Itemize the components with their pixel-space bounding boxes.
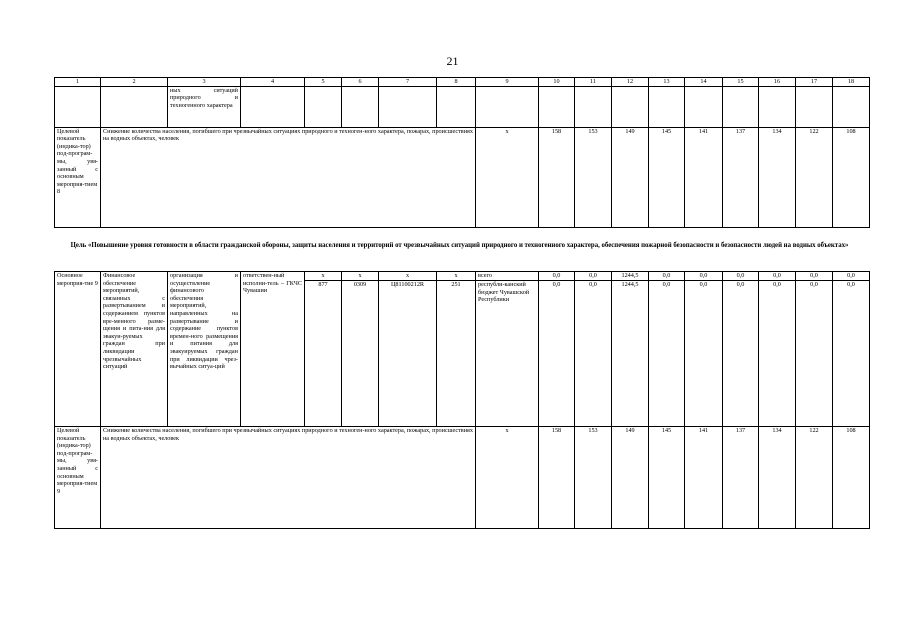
indicator-value: 158 <box>539 427 575 529</box>
indicator-value: 145 <box>649 427 685 529</box>
funding-value: 0,0 <box>833 281 870 427</box>
indicator-value: 141 <box>685 427 723 529</box>
indicator-unit: х <box>476 427 539 529</box>
indicator-description: Снижение количества населения, погибшего при чрезвычайных ситуациях природного и техноген-ного характера, пожарах, происшествиях на водных объектах, человек <box>101 427 476 529</box>
indicator-label: Целевой показатель (индика-тор) под-програм-мы, увя-занный с основным мероприя-тием 9 <box>55 427 101 529</box>
carryover-row <box>55 86 870 127</box>
budget-code: х <box>342 272 379 281</box>
measure-description: организация и осуществление финансового обеспечения мероприятий, направленных на развертывание и содержание пунктов времен-ного размещения и питания для эвакуируемых граждан при ликвидации чрез-вычайных ситуа-ций <box>168 272 241 427</box>
indicator-value: 122 <box>796 127 833 227</box>
indicator-label: Целевой показатель (индика-тор) под-програм-мы, увя-занный с основным мероприя-тием 8 <box>55 127 101 227</box>
indicator-value: 145 <box>649 127 685 227</box>
col-num: 18 <box>833 78 870 87</box>
indicator-unit: х <box>476 127 539 227</box>
col-num: 10 <box>539 78 575 87</box>
budget-code: 251 <box>437 281 476 427</box>
goal-heading: Цель «Повышение уровня готовности в области гражданской обороны, защиты населения и территорий от чрезвычайных ситуаций природного и техногенного характера, обеспечения пожарной безопасности и безопасности людей на водных объектах» <box>70 242 849 249</box>
measure-executor: ответствен-ный исполни-тель – ГКЧС Чувашии <box>241 272 305 427</box>
carryover-text: ных ситуаций природного и техногенного характера <box>168 86 241 127</box>
funding-value: 0,0 <box>539 272 575 281</box>
measure-name: Основное мероприя-тие 9 <box>55 272 101 427</box>
funding-value: 0,0 <box>685 272 723 281</box>
funding-value: 0,0 <box>833 272 870 281</box>
indicator-value: 108 <box>833 127 870 227</box>
indicator-value: 108 <box>833 427 870 529</box>
col-num: 2 <box>101 78 168 87</box>
indicator-row-8 <box>55 127 870 227</box>
program-table-top <box>54 77 870 228</box>
indicator-value: 137 <box>723 427 759 529</box>
funding-value: 0,0 <box>759 281 796 427</box>
col-num: 6 <box>342 78 379 87</box>
col-num: 1 <box>55 78 101 87</box>
indicator-value: 149 <box>612 127 649 227</box>
column-number-row <box>55 78 870 87</box>
indicator-value: 122 <box>796 427 833 529</box>
col-num: 7 <box>379 78 437 87</box>
budget-code: х <box>437 272 476 281</box>
funding-value: 0,0 <box>539 281 575 427</box>
col-num: 14 <box>685 78 723 87</box>
budget-code: Ц81100212R <box>379 281 437 427</box>
indicator-value: 134 <box>759 427 796 529</box>
indicator-value: 153 <box>575 427 612 529</box>
funding-source: всего <box>476 272 539 281</box>
indicator-value: 153 <box>575 127 612 227</box>
budget-code: х <box>379 272 437 281</box>
col-num: 17 <box>796 78 833 87</box>
funding-value: 0,0 <box>649 272 685 281</box>
funding-value: 0,0 <box>796 272 833 281</box>
funding-value: 1244,5 <box>612 272 649 281</box>
funding-value: 0,0 <box>575 272 612 281</box>
indicator-value: 134 <box>759 127 796 227</box>
indicator-description: Снижение количества населения, погибшего при чрезвычайных ситуациях природного и техноген-ного характера, пожарах, происшествиях на водных объектах, человек <box>101 127 476 227</box>
col-num: 5 <box>305 78 342 87</box>
indicator-value: 141 <box>685 127 723 227</box>
col-num: 8 <box>437 78 476 87</box>
funding-value: 0,0 <box>575 281 612 427</box>
funding-value: 0,0 <box>649 281 685 427</box>
measure-total-row <box>55 272 870 281</box>
col-num: 13 <box>649 78 685 87</box>
col-num: 9 <box>476 78 539 87</box>
program-table-bottom <box>54 271 870 529</box>
indicator-row-9 <box>55 427 870 529</box>
funding-value: 0,0 <box>723 272 759 281</box>
indicator-value: 149 <box>612 427 649 529</box>
budget-code: 0309 <box>342 281 379 427</box>
col-num: 4 <box>241 78 305 87</box>
budget-code: 877 <box>305 281 342 427</box>
col-num: 3 <box>168 78 241 87</box>
funding-value: 1244,5 <box>612 281 649 427</box>
page-number: 21 <box>446 54 459 68</box>
indicator-value: 158 <box>539 127 575 227</box>
measure-title: Финансовое обеспечение мероприятий, связанных с развертыванием и содержанием пунктов вре-менного разме-щения и пита-ния для эвакуи-руемых граждан при ликвидации чрезвычайных ситуаций <box>101 272 168 427</box>
col-num: 12 <box>612 78 649 87</box>
col-num: 16 <box>759 78 796 87</box>
budget-code: х <box>305 272 342 281</box>
funding-source: республи-канский бюджет Чувашской Республики <box>476 281 539 427</box>
col-num: 15 <box>723 78 759 87</box>
funding-value: 0,0 <box>796 281 833 427</box>
indicator-value: 137 <box>723 127 759 227</box>
funding-value: 0,0 <box>759 272 796 281</box>
funding-value: 0,0 <box>723 281 759 427</box>
col-num: 11 <box>575 78 612 87</box>
funding-value: 0,0 <box>685 281 723 427</box>
